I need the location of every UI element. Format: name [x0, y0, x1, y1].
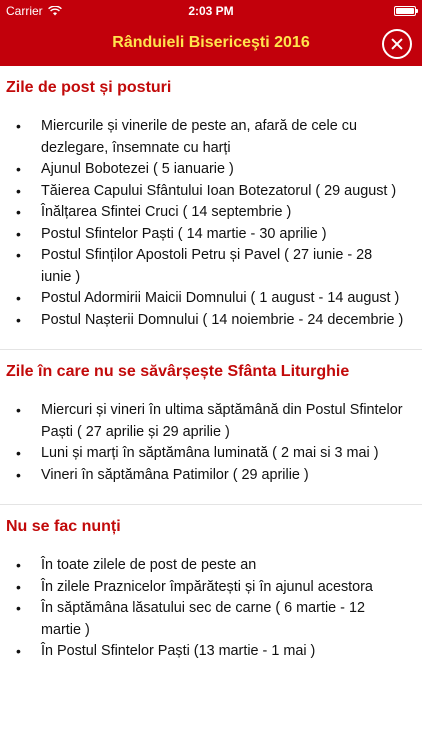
section-list	[0, 555, 422, 663]
carrier-label: Carrier	[6, 4, 43, 18]
section-no-liturgy-days	[0, 362, 422, 505]
list-item: • Ajunul Bobotezei ( 5 ianuarie )	[0, 159, 422, 181]
list-item: • Înălțarea Sfintei Cruci ( 14 septembrie )	[0, 202, 422, 224]
list-item: • Postul Adormirii Maicii Domnului ( 1 august - 14 august )	[0, 288, 422, 310]
section-no-weddings	[0, 517, 422, 663]
list-item: • Vineri în săptămâna Patimilor ( 29 aprilie )	[0, 465, 422, 487]
list-item: • Postul Sfinților Apostoli Petru și Pavel ( 27 iunie - 28 iunie )	[0, 245, 422, 288]
section-fasting-days	[0, 78, 422, 350]
list-item: • În săptămâna lăsatului sec de carne ( 6 martie - 12 martie )	[0, 598, 422, 641]
list-item: • În zilele Praznicelor împărătești și în ajunul acestora	[0, 577, 422, 599]
list-item: • Miercurile și vinerile de peste an, afară de cele cu dezlegare, însemnate cu harți	[0, 116, 422, 159]
section-divider	[0, 349, 422, 350]
list-item: • În Postul Sfintelor Paști (13 martie - 1 mai )	[0, 641, 422, 663]
list-item: • Luni și marți în săptămâna luminată ( 2 mai si 3 mai )	[0, 443, 422, 465]
section-list	[0, 116, 422, 331]
status-time: 2:03 PM	[188, 4, 234, 18]
section-heading: Zile de post și posturi	[6, 79, 172, 96]
section-heading: Zile în care nu se săvârșește Sfânta Liturghie	[6, 363, 350, 380]
battery-level	[396, 8, 414, 14]
list-item: • Postul Sfintelor Paști ( 14 martie - 30 aprilie )	[0, 224, 422, 246]
content-scroll-area[interactable]	[0, 66, 422, 750]
section-list	[0, 400, 422, 486]
status-bar	[0, 0, 422, 22]
list-item: • Tăierea Capului Sfântului Ioan Botezatorul ( 29 august )	[0, 181, 422, 203]
list-item: • Postul Nașterii Domnului ( 14 noiembrie - 24 decembrie )	[0, 310, 422, 332]
section-heading: Nu se fac nunți	[6, 518, 121, 535]
list-item: • În toate zilele de post de peste an	[0, 555, 422, 577]
page-title: Rânduieli Bisericeşti 2016	[112, 34, 310, 51]
battery-icon	[394, 6, 416, 16]
section-divider	[0, 504, 422, 505]
close-button[interactable]	[382, 29, 412, 59]
navigation-bar	[0, 22, 422, 66]
list-item: • Miercuri și vineri în ultima săptămână din Postul Sfintelor Paști ( 27 aprilie și 29 aprilie )	[0, 400, 422, 443]
